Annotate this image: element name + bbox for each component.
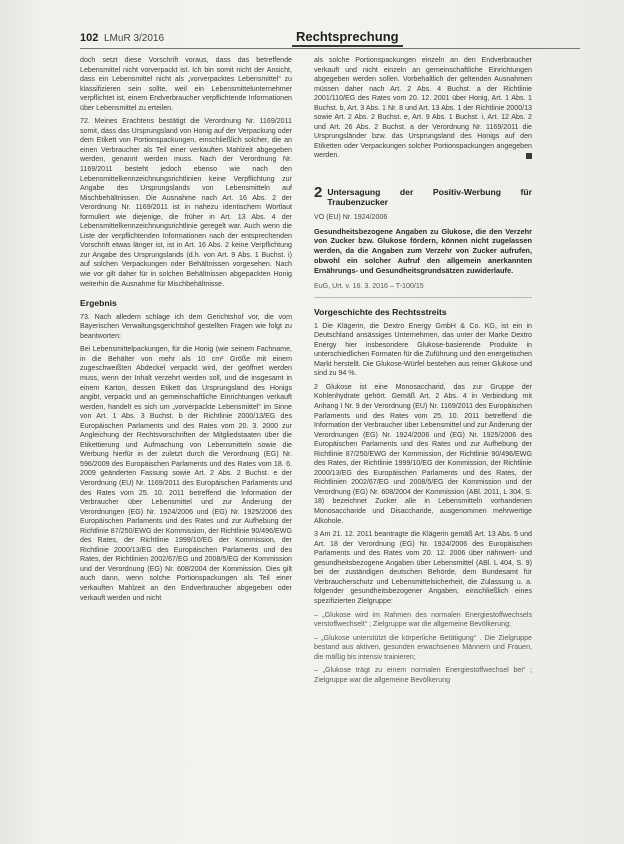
list-item: – „Glukose wird im Rahmen des normalen Energiestoffwechsels verstoffwechselt“ ; Zielgruppe war die allgemeine Bevölkerung; <box>314 610 532 629</box>
paragraph: 72. Meines Erachtens bestätigt die Verordnung Nr. 1169/2011 somit, dass das Ursprungsland von Honig auf der Verpackung oder dem Etikett von Portionspackungen, einschließlich solcher, die an einen Verbraucher als Teil einer verkauften Mahlzeit abgegeben werden, genannt werden muss. Nach der Verordnung Nr. 1169/2011 besteht jedoch ebenso wie nach den Lebensmittelkennzeichnungsrichtlinien keine Verpflichtung zur Angabe des Ursprungslands von Lebensmitteln auf Mischbehältnissen. Die Ausnahme nach Art. 16 Abs. 2 der Verordnung Nr. 1169/2011 ist in nahezu identischem Wortlaut formuliert wie diejenige, die früher in Art. 13 Abs. 4 der Lebensmittelkennzeichnungsrichtlinie geregelt war. Auch wenn die Liste der verpflichtenden Informationen nach der entsprechenden Vorschrift etwas länger ist, ist in Art. 16 Abs. 2 keine Verpflichtung zur Angabe des Ursprungslands (d.h. von Art. 9 Abs. 1 Buchst. i) auf solchen Verpackungen oder Behältnissen vorgesehen. Nach wie vor gilt daher für in solchen Behältnissen abgepackten Honig weiterhin die Ausnahme für Mischbehältnisse. <box>80 117 292 288</box>
list-item: – „Glukose unterstützt die körperliche Betätigung“ . Die Zielgruppe bestand aus aktiven, gesunden erwachsenen Männern und Frauen, die mäßig bis intensiv trainieren; <box>314 633 532 661</box>
case-summary: Gesundheitsbezogene Angaben zu Glukose, die den Verzehr von Zucker bzw. Glukose fördern, können nicht zugelassen werden, da die Angaben zum Verzehr von Zucker aufrufen, obwohl ein solcher Aufruf den allgemein anerkannten Ernährungs- und Gesundheitsgrundsätzen zuwiderlaufe. <box>314 226 532 275</box>
header-divider <box>80 48 580 49</box>
case-regulation-ref: VO (EU) Nr. 1924/2006 <box>314 213 388 222</box>
paragraph: doch setzt diese Vorschrift voraus, dass das betreffende Lebensmittel nicht vorverpackt ist. Ich bin somit nicht der Ansicht, dass ein Lebensmittel nicht als „vorverpacktes Lebensmittel“ zu klassifizieren sein sollte, weil ein Lebensmittelunternehmer verpflichtet ist, einem Endverbraucher verpflichtende Informationen über Lebensmittel zu erteilen. <box>80 56 292 112</box>
list-item: – „Glukose trägt zu einem normalen Energiestoffwechsel bei“ ; Zielgruppe war die allgemeine Bevölkerung <box>314 666 532 684</box>
page-header <box>80 28 580 50</box>
paragraph-text: als solche Portionspackungen einzeln an den Endverbraucher verkauft und nicht einzeln an gemeinschaftliche Einrichtungen abgegeben werden sollen. Vorbehaltlich der geltenden Ausnahmen müssen daher nach Art. 2 Abs. 4 Buchst. a der Richtlinie 2001/110/EG des Rates vom 20. 12. 2001 über Honig, Art. 1 Abs. 1 Buchst. b, Art. 3 Abs. 1 Nr. 8 und Art. 13 Abs. 1 der Richtlinie 2000/13 sowie Art. 2 Abs. 2 Buchst. e, Art. 9 Abs. 1 Buchst. i, Art. 12 Abs. 2 und Art. 26 Abs. 2 Buchst. a der Verordnung Nr. 1169/2011 die Ursprungsländer bzw. das Ursprungsland des Honigs auf den Etiketten oder Verpackungen solcher Portionspackungen angegeben werden. <box>314 56 532 160</box>
case-court-ref: EuG, Urt. v. 16. 3. 2016 – T-100/15 <box>314 282 532 299</box>
section-heading: Vorgeschichte des Rechtsstreits <box>314 307 447 318</box>
journal-name: LMuR 3/2016 <box>104 33 165 44</box>
section-heading: Ergebnis <box>80 298 117 309</box>
page-number: 102 <box>80 32 99 44</box>
paragraph: 2 Glukose ist eine Monosaccharid, das zur Gruppe der Kohlenhydrate gehört. Gemäß Art. 2 Abs. 4 in Verbindung mit Anhang I Nr. 9 der Verordnung (EU) Nr. 1169/2011 des Europäischen Parlaments und des Rates vom 25. 10. 2011 betreffend die Information der Verbraucher über Lebensmittel und zur Änderung der Verordnungen (EG) Nr. 1924/2006 und (EG) Nr. 1925/2006 des Europäischen Parlaments und des Rates und zur Aufhebung der Richtlinie 87/250/EWG der Kommission, der Richtlinie 90/496/EWG des Rates, der Richtlinie 1999/10/EG der Kommission, der Richtlinie 2000/13/EG des Europäischen Parlaments und des Rates, der Richtlinien 2002/67/EG und 2008/5/EG der Kommission und der Verordnung (EG) Nr. 608/2004 der Kommission (ABl. 2011, L 304, S. 18) bezeichnet Zucker alle in Lebensmitteln vorhandenen Monosaccharide und Disaccharide, ausgenommen mehrwertige Alkohole. <box>314 382 532 525</box>
case-block <box>314 185 532 298</box>
right-column <box>314 56 532 689</box>
paragraph: Bei Lebensmittelpackungen, für die Honig (wie seinem Fachname, in die Behälter von mehr als 10 cm² Größe mit einem zugeschweißten Abdeckel verpackt wird, der geöffnet werden muss, wenn der Inhalt verzehrt werden soll, und die insgesamt in einem Karton, dessen Etikett das Ursprungsland des Honigs angibt, verpackt und an gemeinschaftliche Einrichtungen verkauft werden, handelt es sich um „vorverpackte Lebensmittel“ im Sinne von Art. 1 Abs. 3 Buchst. b der Richtlinie 2000/13/EG des Europäischen Parlaments und des Rates vom 20. 3. 2000 zur Angleichung der Rechtsvorschriften der Mitgliedstaaten über die Etikettierung und Aufmachung von Lebensmitteln sowie die Werbung hierfür in der zuletzt durch die Verordnung (EG) Nr. 596/2009 des Europäischen Parlaments und des Rates vom 18. 6. 2009 geänderten Fassung sowie Art. 2 Abs. 2 Buchst. e der Verordnung (EU) Nr. 1169/2011 des Europäischen Parlaments und des Rates vom 25. 10. 2011 betreffend die Information der Verbraucher über Lebensmittel und zur Änderung der Verordnungen (EG) Nr. 1924/2006 und (EG) Nr. 1925/2006 des Europäischen Parlaments und des Rates und zur Aufhebung der Richtlinie 87/250/EWG der Kommission, der Richtlinie 90/496/EWG des Rates, der Richtlinie 1999/10/EG der Kommission, der Richtlinie 2000/13/EG des Europäischen Parlaments und des Rates, der Richtlinien 2002/67/EG und 2008/5/EG der Kommission und der Verordnung (EG) Nr. 608/2004 der Kommission. Dies gilt auch dann, wenn solche Portionspackungen als Teil einer verkauften Mahlzeit an den Endverbraucher abgegeben oder verkauft werden und nicht <box>80 345 292 602</box>
section-title: Rechtsprechung <box>292 29 403 47</box>
case-title: Untersagung der Positiv-Werbung für Traubenzucker <box>327 187 532 208</box>
end-mark-icon <box>526 153 532 159</box>
paragraph: 1 Die Klägerin, die Dextro Energy GmbH & Co. KG, ist ein in Deutschland ansässiges Unternehmen, das unter der Marke Dextro Energy hier insbesondere Glukose-basierende Produkte in unterschiedlichen Formaten für die Zuführung und den energetischen Markt herstellt. Die Glukose-Würfel bestehen aus reiner Glukose und sind zu 94 %. <box>314 321 532 378</box>
case-number: 2 <box>314 184 323 202</box>
paragraph: 3 Am 21. 12. 2011 beantragte die Klägerin gemäß Art. 13 Abs. 5 und Art. 18 der Verordnung (EG) Nr. 1924/2006 des Europäischen Parlaments und des Rates vom 20. 12. 2006 über nährwert- und gesundheitsbezogene Angaben über Lebensmittel (ABl. L 404, S. 9) bei der zuständigen deutschen Behörde, dem Bundesamt für Verbraucherschutz und Lebensmittelsicherheit, die Zulassung u. a. folgender gesundheitsbezogener Angaben, einschließlich eines spezifizierten Zielgruppe: <box>314 530 532 605</box>
case-header <box>314 185 532 207</box>
paragraph <box>314 56 532 161</box>
paragraph: 73. Nach alledem schlage ich dem Gerichtshof vor, die vom Bayerischen Verwaltungsgerichtshof gestellten Fragen wie folgt zu beantworten: <box>80 312 292 340</box>
left-column <box>80 56 292 607</box>
